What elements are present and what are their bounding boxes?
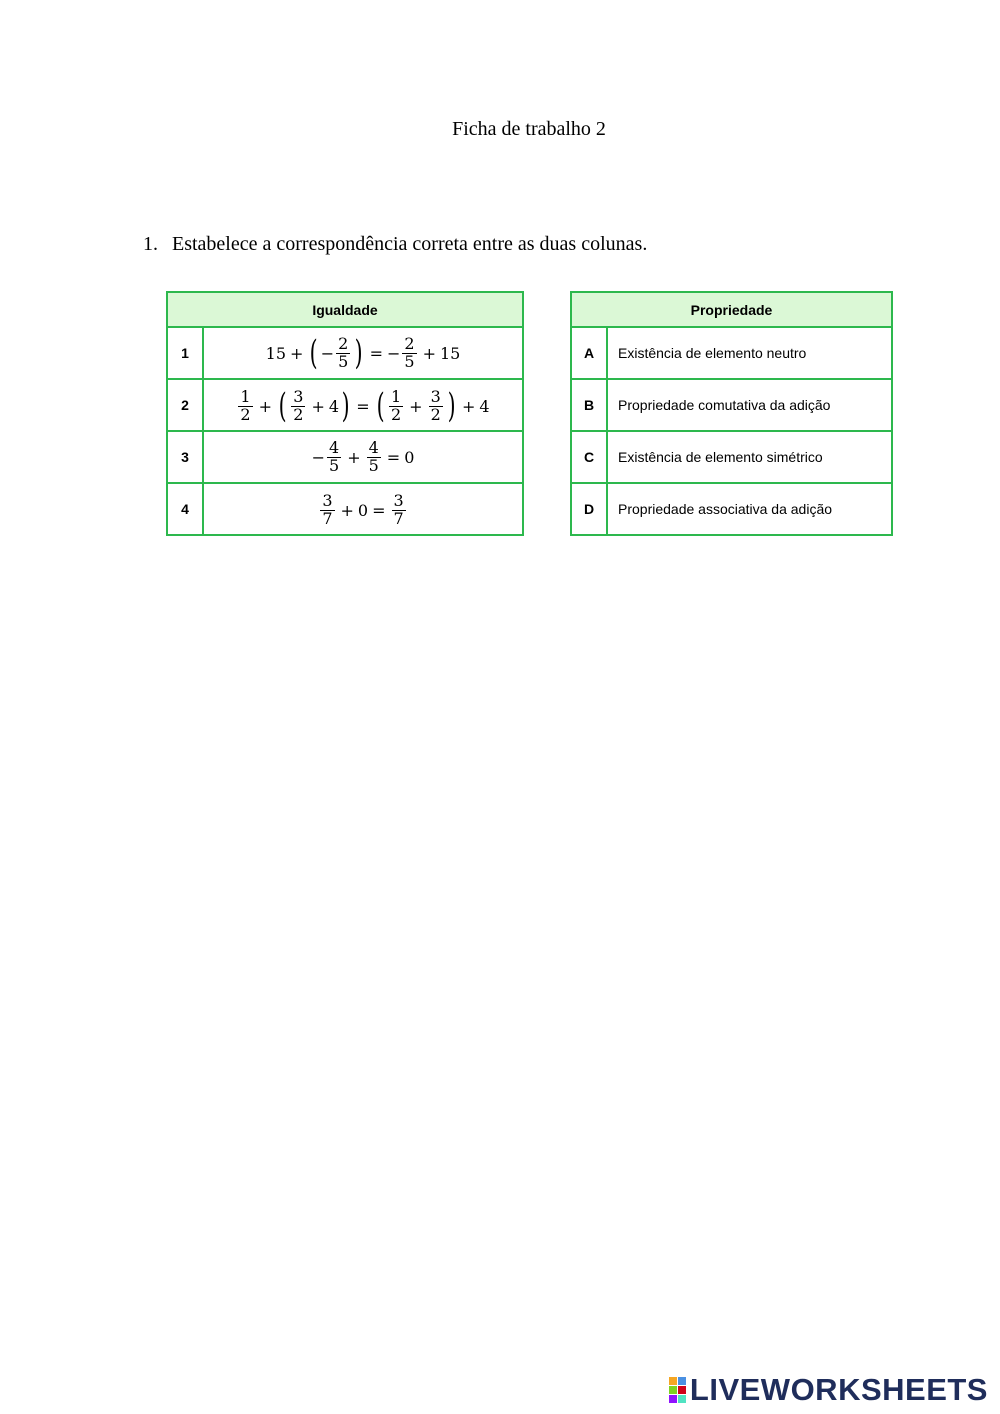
equation-2: $\frac{1}{2}$ + ( $\frac{3}{2}$ + 4 ) = ( $\frac{1}{2}$ + $\frac{3}{2}$ ) + 4	[203, 379, 523, 431]
worksheet-title: Ficha de trabalho 2	[452, 118, 606, 140]
equalities-header: Igualdade	[167, 292, 523, 327]
question-text: Estabelece a correspondência correta entre as duas colunas.	[172, 233, 648, 255]
equation-3: − $\frac{4}{5}$ + $\frac{4}{5}$ = 0	[203, 431, 523, 483]
table-row	[571, 327, 892, 379]
logo-mark-icon	[669, 1377, 686, 1403]
row-label: 1	[167, 327, 203, 379]
property-text: Existência de elemento neutro	[607, 327, 892, 379]
property-text: Propriedade comutativa da adição	[607, 379, 892, 431]
table-row	[167, 431, 523, 483]
row-label: B	[571, 379, 607, 431]
equation-4: $\frac{3}{7}$ + 0 = $\frac{3}{7}$	[203, 483, 523, 535]
table-row	[571, 483, 892, 535]
table-row	[167, 327, 523, 379]
row-label: 3	[167, 431, 203, 483]
equalities-table	[166, 291, 524, 536]
property-text: Existência de elemento simétrico	[607, 431, 892, 483]
question-number: 1.	[143, 233, 158, 255]
logo-text: LIVEWORKSHEETS	[689, 1372, 988, 1407]
row-label: D	[571, 483, 607, 535]
row-label: A	[571, 327, 607, 379]
question-1	[143, 233, 647, 256]
property-text: Propriedade associativa da adição	[607, 483, 892, 535]
table-row	[571, 379, 892, 431]
row-label: C	[571, 431, 607, 483]
table-row	[167, 379, 523, 431]
properties-table	[570, 291, 893, 536]
row-label: 4	[167, 483, 203, 535]
row-label: 2	[167, 379, 203, 431]
equation-1: 15 + ( − $\frac{2}{5}$ ) = − $\frac{2}{5}$ + 15	[203, 327, 523, 379]
table-row	[571, 431, 892, 483]
table-row	[167, 483, 523, 535]
liveworksheets-logo	[669, 1372, 988, 1408]
properties-header: Propriedade	[571, 292, 892, 327]
